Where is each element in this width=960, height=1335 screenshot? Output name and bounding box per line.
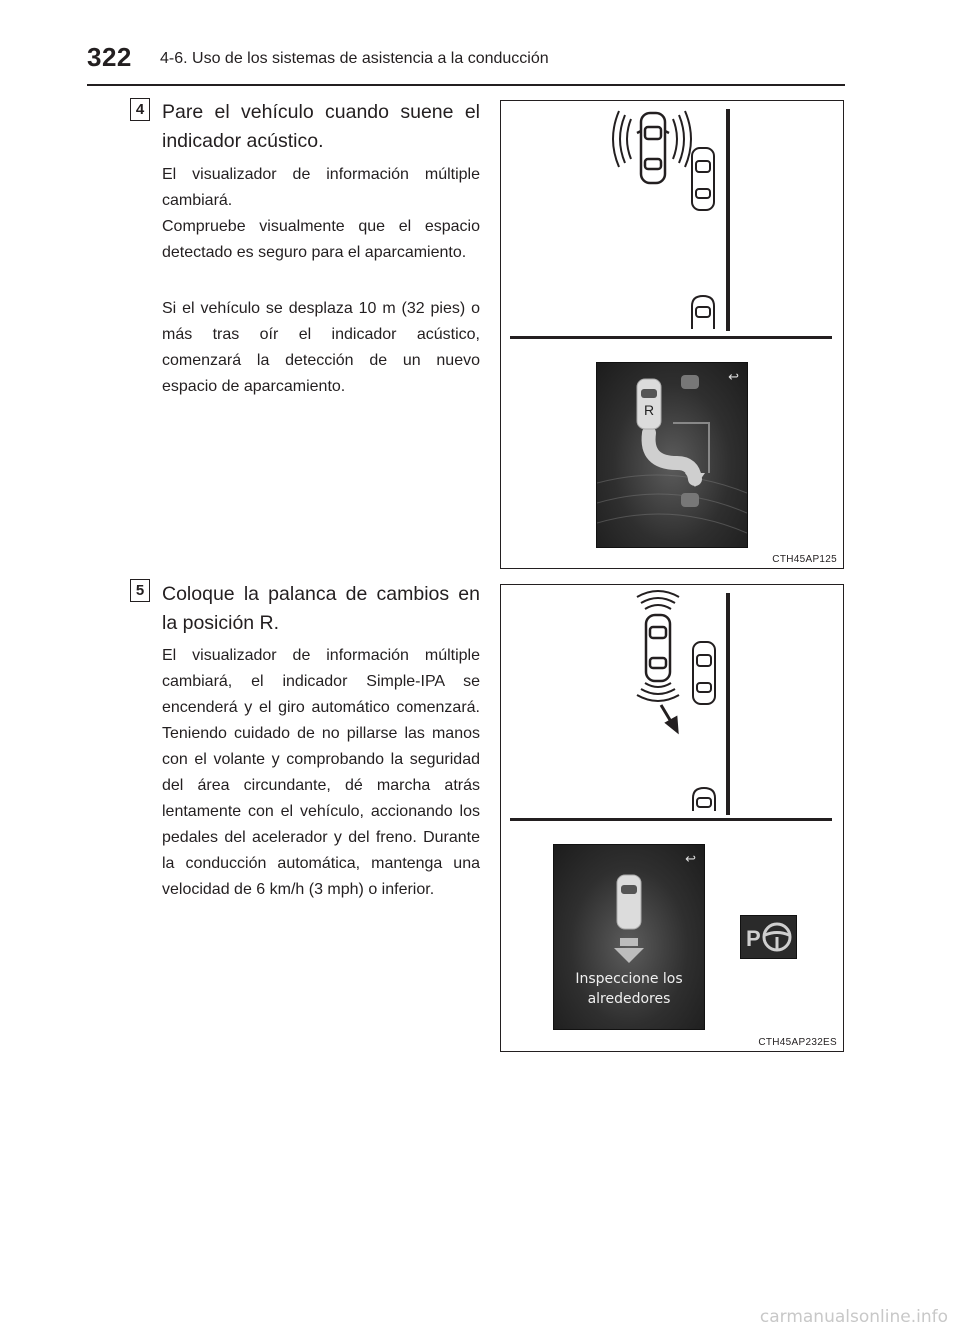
- header-rule: [87, 84, 845, 86]
- parked-car-icon: [693, 642, 715, 704]
- return-arrow-icon: ↩: [728, 369, 739, 384]
- step-4-paragraph-1: El visualizador de información múltiple cambiará.: [162, 166, 480, 209]
- curb-line: [726, 109, 730, 331]
- step-4-heading: Pare el vehículo cuando suene el indicador acústico.: [162, 101, 480, 152]
- section-title: 4-6. Uso de los sistemas de asistencia a la conducción: [160, 50, 549, 67]
- reverse-arrow-icon: [661, 705, 677, 731]
- down-arrow-icon: [614, 938, 644, 963]
- display-graphic: [597, 363, 747, 547]
- step-4-figure-code: CTH45AP125: [772, 554, 837, 565]
- display-message-line-2: alrededores: [587, 991, 671, 1007]
- step-5-figure: [500, 584, 844, 1052]
- indicator-letter: P: [746, 926, 761, 951]
- parked-car-icon-2: [692, 296, 714, 329]
- divider-line: [510, 818, 832, 821]
- page-number: 322: [87, 42, 132, 72]
- step-4-paragraph-2: Compruebe visualmente que el espacio detectado es seguro para el aparcamiento.: [162, 218, 480, 261]
- step-5-paragraph-1: El visualizador de información múltiple cambiará, el indicador Simple-IPA se encenderá y el giro automático comenzará. Teniendo cuidado de no pillarse las manos con el volante y comprobando la seguridad del área circundante, dé marcha atrás lentamente con el vehículo, accionando los pedales del acelerador y del freno. Durante la conducción automática, mantenga una velocidad de 6 km/h (3 mph) o inferior.: [162, 647, 480, 898]
- own-car-icon: [637, 113, 669, 183]
- divider-line: [510, 336, 832, 339]
- steering-wheel-icon: [764, 924, 790, 950]
- parked-car-icon: [692, 148, 714, 210]
- multi-information-display: [596, 362, 748, 548]
- step-4-parking-diagram: [501, 101, 845, 341]
- display-graphic: [554, 845, 704, 965]
- display-message: [554, 969, 704, 1009]
- step-4-figure: [500, 100, 844, 569]
- display-message-line-1: Inspeccione los: [575, 971, 683, 987]
- curb-line: [726, 593, 730, 815]
- step-4-paragraph-3: Si el vehículo se desplaza 10 m (32 pies) o más tras oír el indicador acústico, comenzará la detección de un nuevo espacio de aparcamiento.: [162, 300, 480, 395]
- step-5-parking-diagram: [501, 585, 845, 825]
- own-car-icon: [646, 615, 670, 681]
- display-car-icon: [617, 875, 641, 929]
- parked-car-icon-2: [693, 788, 715, 811]
- watermark: carmanualsonline.info: [759, 1307, 948, 1327]
- gear-indicator: R: [643, 402, 655, 418]
- multi-information-display: [553, 844, 705, 1030]
- step-4-badge: 4: [130, 98, 150, 121]
- step-5-figure-code: CTH45AP232ES: [758, 1037, 837, 1048]
- step-5-badge: 5: [130, 579, 150, 602]
- step-5-heading: Coloque la palanca de cambios en la posición R.: [162, 583, 480, 634]
- return-arrow-icon: ↩: [685, 851, 696, 866]
- simple-ipa-indicator: [740, 915, 797, 959]
